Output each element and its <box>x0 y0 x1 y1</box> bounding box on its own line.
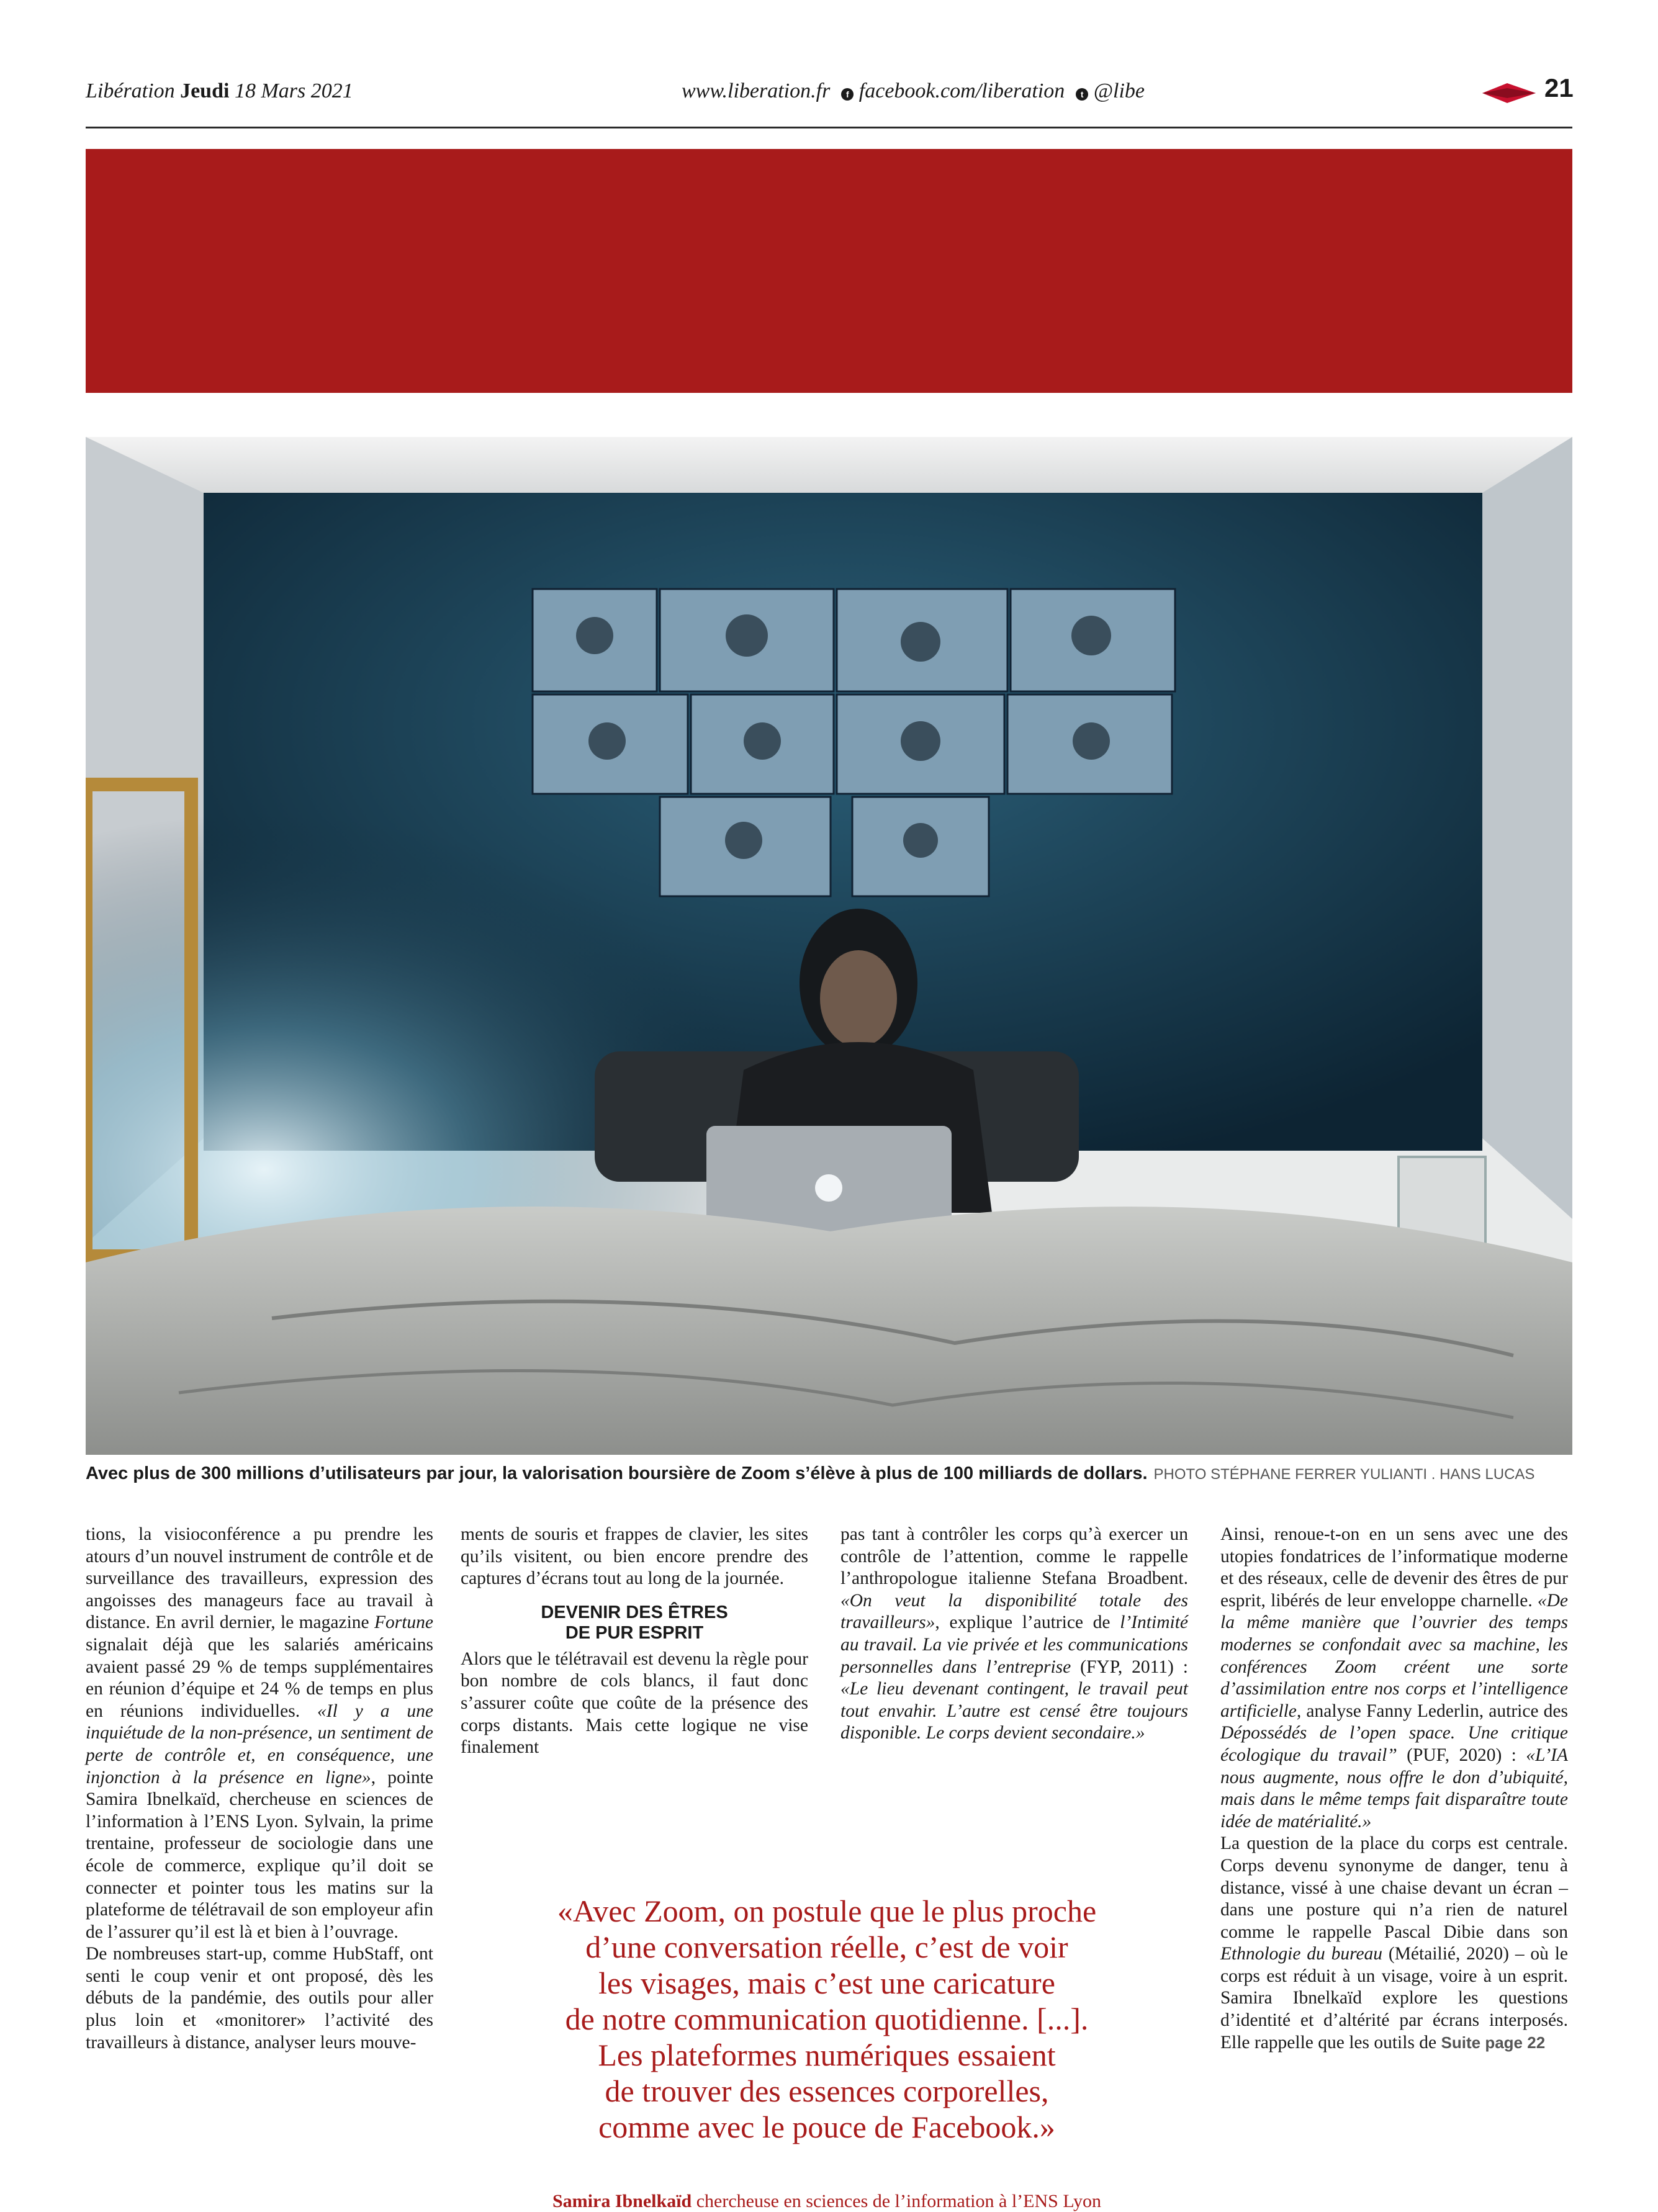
facebook-url: facebook.com/liberation <box>858 79 1065 102</box>
zoom-bedroom-photo <box>86 437 1572 1455</box>
header-dateline <box>86 79 353 103</box>
paragraph: ments de souris et frappes de clavier, les sites qu’ils visitent, ou bien encore prendre des captures d’écrans tout au long de la journée. <box>461 1524 808 1589</box>
header-day: Jeudi <box>180 79 230 102</box>
header-links <box>682 79 1145 103</box>
caption-text: Avec plus de 300 millions d’utilisateurs par jour, la valorisation boursière de Zoom s’élève à plus de 100 milliards de dollars. <box>86 1463 1148 1483</box>
section-subhead: DEVENIR DES ÊTRES DE PUR ESPRIT <box>541 1602 728 1643</box>
ad-band <box>86 149 1572 393</box>
paragraph: Ainsi, renoue-t-on en un sens avec une des utopies fondatrices de l’informatique moderne et des réseaux, celle de devenir des êtres de pur esprit, libérés de leur enveloppe charnelle. «De la même manière que l’ouvrier des temps modernes se confondait avec sa machine, les conférences Zoom créent une sorte d’assimilation entre nos corps et l’intelligence artificielle, analyse Fanny Lederlin, autrice des Dépossédés de l’open space. Une critique écologique du travail” (PUF, 2020) : «L’IA nous augmente, nous offre le don d’ubiquité, mais dans le même temps fait disparaître toute idée de matérialité.» <box>1220 1524 1568 1832</box>
photo-caption <box>86 1463 1572 1484</box>
photo-credit: PHOTO STÉPHANE FERRER YULIANTI . HANS LUCAS <box>1153 1466 1535 1483</box>
page-number: 21 <box>1544 73 1574 102</box>
facebook-link[interactable] <box>841 79 1065 103</box>
article-column-3 <box>840 1524 1188 1745</box>
twitter-icon: t <box>1076 88 1088 101</box>
quote-author-role: chercheuse en sciences de l’information à l’ENS Lyon <box>696 2191 1101 2211</box>
paragraph: De nombreuses start-up, comme HubStaff, ont senti le coup venir et ont proposé, dès les débuts de la pandémie, des outils pour aller plus loin et «monitorer» l’activité des travailleurs à distance, analyser leurs mouve- <box>86 1944 433 2052</box>
paragraph: pas tant à contrôler les corps qu’à exercer un contrôle de l’attention, comme le rappelle l’anthropologue italienne Stefana Broadbent. «On veut la disponibilité totale des travailleurs», explique l’autrice de l’Intimité au travail. La vie privée et les communications personnelles dans l’entreprise (FYP, 2011) : «Le lieu devenant contingent, le travail peut tout envahir. L’autre est censé être toujours disponible. Le corps devient secondaire.» <box>840 1524 1188 1743</box>
article-photo <box>86 437 1572 1455</box>
website-link[interactable]: www.liberation.fr <box>682 79 831 102</box>
quote-author: Samira Ibnelkaïd <box>552 2191 692 2211</box>
pull-quote: «Avec Zoom, on postule que le plus proche d’une conversation réelle, c’est de voir les visages, mais c’est une caricature de notre communication quotidienne. [...]. Les plateformes numériques essaient de trouver des essences corporelles, comme avec le pouce de Facebook.» <box>557 1894 1097 2144</box>
twitter-link[interactable] <box>1076 79 1145 103</box>
article-column-1 <box>86 1524 433 2054</box>
paragraph: tions, la visioconférence a pu prendre les atours d’un nouvel instrument de contrôle et de surveillance des travailleurs, expression des angoisses des manageurs face au travail à distance. En avril dernier, le magazine Fortune signalait déjà que les salariés américains avaient passé 29 % de temps supplémentaires en réunion d’équipe et 24 % de temps en plus en réunions individuelles. «Il y a une inquiétude de la non-présence, un sentiment de perte de contrôle et, en conséquence, une injonction à la présence en ligne», pointe Samira Ibnelkaïd, chercheuse en sciences de l’information à l’ENS Lyon. Sylvain, la prime trentaine, professeur de sociologie dans une école de commerce, explique qu’il doit se connecter et pointer tous les matins sur la plateforme de télétravail de son employeur afin de l’assurer qu’il est là et bien à l’ouvrage. <box>86 1524 433 1942</box>
header-date: 18 Mars 2021 <box>234 79 353 102</box>
page-header <box>86 73 1572 129</box>
continued-link[interactable]: Suite page 22 <box>1441 2033 1546 2052</box>
header-rule <box>86 127 1572 128</box>
article-column-2 <box>461 1524 808 1759</box>
paragraph: La question de la place du corps est centrale. Corps devenu synonyme de danger, tenu à distance, vissé à une chaise devant un écran – dans une posture qui n’a rien de naturel comme le rappelle Pascal Dibie dans son Ethnologie du bureau (Métailié, 2020) – où le corps est réduit à un visage, voire à un esprit. Samira Ibnelkaïd explore les questions d’identité et d’altérité par écrans interposés. Elle rappelle que les outils de Suite page 22 <box>1220 1833 1568 2052</box>
pull-quote-attribution <box>461 2191 1193 2212</box>
paragraph: Alors que le télétravail est devenu la règle pour bon nombre de cols blancs, il faut donc s’assurer coûte que coûte de la présence des corps distants. Mais cette logique ne vise finalement <box>461 1648 808 1758</box>
article-column-4 <box>1220 1524 1568 2054</box>
liberation-logo-icon <box>1482 82 1536 104</box>
facebook-icon: f <box>841 88 854 101</box>
newspaper-name: Libération <box>86 79 175 102</box>
twitter-handle: @libe <box>1093 79 1145 102</box>
